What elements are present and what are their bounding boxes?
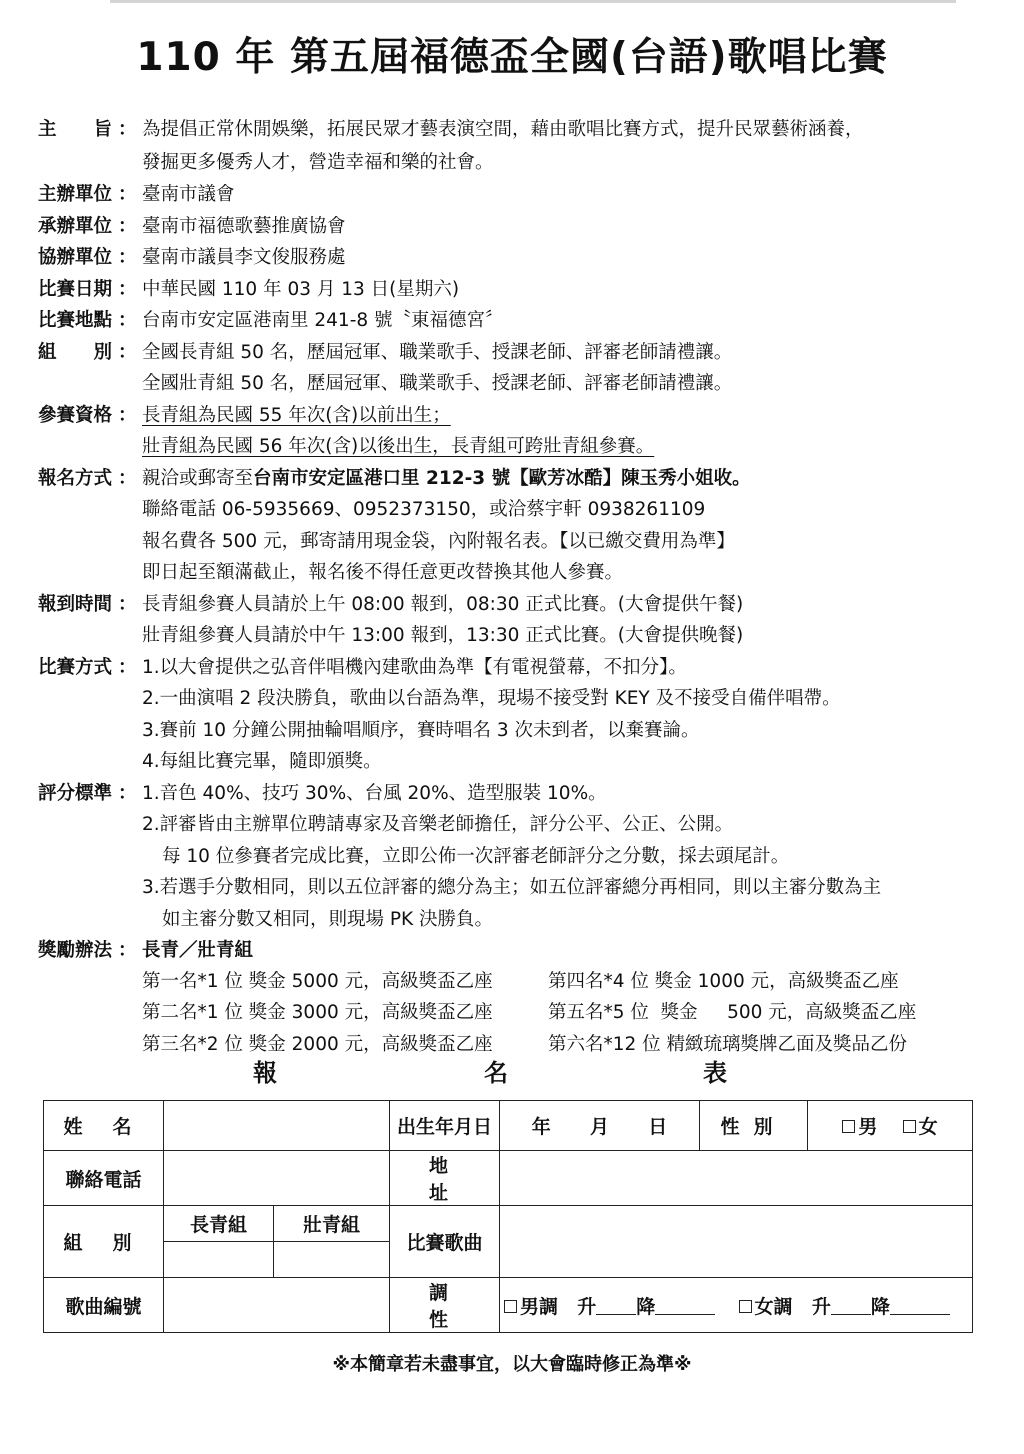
song-no-label: 歌曲編號 [44, 1278, 164, 1333]
registration-form [43, 1100, 973, 1333]
month-label: 月 [589, 1116, 609, 1138]
prize-4: 第四名*4 位 獎金 1000 元，高級獎盃乙座 [548, 971, 899, 992]
registration-text [142, 463, 751, 494]
male-key-checkbox[interactable] [504, 1300, 517, 1313]
female-key-label: 女調 [754, 1295, 793, 1318]
co-organizer-row [0, 242, 1024, 273]
groups-text: 全國壯青組 50 名，歷屆冠軍、職業歌手、授課老師、評審老師請禮讓。 [142, 373, 733, 394]
eligibility-text: 壯青組為民國 56 年次(含)以後出生，長青組可跨壯青組參賽。 [142, 436, 655, 457]
date-row [0, 274, 1024, 305]
scoring-text: 如主審分數又相同，則現場 PK 決勝負。 [162, 909, 494, 930]
registration-label: 報名方式 [38, 468, 113, 489]
date-text: 中華民國 110 年 03 月 13 日(星期六) [142, 279, 460, 300]
song-label: 比賽歌曲 [390, 1206, 500, 1278]
registration-row [0, 463, 1024, 494]
method-text: 1.以大會提供之弘音伴唱機內建歌曲為準【有電視螢幕，不扣分】。 [142, 657, 687, 678]
female-label: 女 [918, 1116, 938, 1138]
group-label: 組別 [44, 1206, 164, 1278]
method-text: 3.賽前 10 分鐘公開抽輪唱順序，賽時唱名 3 次未到者，以棄賽論。 [142, 720, 700, 741]
page-title: 110 年 第五屆福德盃全國(台語)歌唱比賽 [136, 35, 888, 80]
group-youth-field[interactable] [274, 1242, 390, 1278]
awards-label: 獎勵辦法 [38, 940, 113, 961]
song-field[interactable] [500, 1206, 973, 1278]
executor-row [0, 211, 1024, 242]
colon: ： [118, 468, 137, 489]
organizer-label: 主辦單位 [38, 184, 113, 205]
group-senior-label: 長青組 [164, 1206, 274, 1242]
method-text: 2.一曲演唱 2 段決勝負，歌曲以台語為準，現場不接受對 KEY 及不接受自備伴唱帶。 [142, 688, 841, 709]
scoring-text: 1.音色 40%、技巧 30%、台風 20%、造型服裝 10%。 [142, 783, 607, 804]
awards-group: 長青／壯青組 [142, 940, 254, 961]
female-down-blank[interactable] [890, 1296, 950, 1315]
colon: ： [118, 216, 137, 237]
checkin-row [0, 589, 1024, 620]
registration-prefix: 親洽或郵寄至 [142, 468, 254, 489]
colon: ： [118, 247, 137, 268]
phone-field[interactable] [164, 1151, 390, 1206]
colon: ： [118, 342, 137, 363]
registration-deadline: 即日起至額滿截止，報名後不得任意更改替換其他人參賽。 [142, 562, 624, 583]
male-up-label: 升 [577, 1295, 597, 1318]
scoring-row [0, 778, 1024, 809]
purpose-text: 為提倡正常休閒娛樂，拓展民眾才藝表演空間，藉由歌唱比賽方式，提升民眾藝術涵養， [142, 119, 864, 140]
gender-label: 性別 [700, 1101, 808, 1151]
colon: ： [118, 405, 137, 426]
footnote: ※本簡章若未盡事宜，以大會臨時修正為準※ [332, 1354, 692, 1375]
address-label: 地址 [390, 1151, 500, 1206]
colon: ： [118, 279, 137, 300]
gender-options [808, 1101, 973, 1151]
colon: ： [118, 119, 137, 140]
scoring-text: 每 10 位參賽者完成比賽，立即公佈一次評審老師評分之分數，採去頭尾計。 [162, 846, 790, 867]
form-title-char: 名 [484, 1059, 508, 1087]
colon: ： [118, 657, 137, 678]
name-field[interactable] [164, 1101, 390, 1151]
female-up-blank[interactable] [831, 1296, 871, 1315]
year-label: 年 [531, 1116, 551, 1138]
prize-6: 第六名*12 位 精緻琉璃獎牌乙面及獎品乙份 [548, 1034, 908, 1055]
venue-row [0, 305, 1024, 336]
groups-text: 全國長青組 50 名，歷屆冠軍、職業歌手、授課老師、評審老師請禮讓。 [142, 342, 733, 363]
day-label: 日 [648, 1116, 668, 1138]
address-field[interactable] [500, 1151, 973, 1206]
colon: ： [118, 594, 137, 615]
birth-field[interactable] [500, 1101, 700, 1151]
male-up-blank[interactable] [596, 1296, 636, 1315]
organizer-text: 臺南市議會 [142, 184, 235, 205]
eligibility-row [0, 400, 1024, 431]
group-senior-field[interactable] [164, 1242, 274, 1278]
organizer-row [0, 179, 1024, 210]
prize-1: 第一名*1 位 獎金 5000 元，高級獎盃乙座 [142, 971, 493, 992]
key-field [500, 1278, 973, 1333]
colon: ： [118, 310, 137, 331]
prize-5: 第五名*5 位 獎金 500 元，高級獎盃乙座 [548, 1002, 917, 1023]
prize-2: 第二名*1 位 獎金 3000 元，高級獎盃乙座 [142, 1002, 493, 1023]
registration-phone: 聯絡電話 06-5935669、0952373150，或洽蔡宇軒 0938261109 [142, 499, 706, 520]
phone-label: 聯絡電話 [44, 1151, 164, 1206]
female-checkbox[interactable] [903, 1120, 916, 1133]
song-no-field[interactable] [164, 1278, 390, 1333]
top-divider [110, 0, 956, 3]
executor-text: 臺南市福德歌藝推廣協會 [142, 216, 346, 237]
female-up-label: 升 [811, 1295, 831, 1318]
eligibility-text: 長青組為民國 55 年次(含)以前出生； [142, 405, 451, 426]
female-down-label: 降 [870, 1295, 890, 1318]
group-youth-label: 壯青組 [274, 1206, 390, 1242]
purpose-row [0, 114, 1024, 145]
colon: ： [118, 783, 137, 804]
scoring-text: 2.評審皆由主辦單位聘請專家及音樂老師擔任，評分公平、公正、公開。 [142, 814, 734, 835]
key-label: 調性 [390, 1278, 500, 1333]
method-label: 比賽方式 [38, 657, 113, 678]
male-checkbox[interactable] [842, 1120, 855, 1133]
colon: ： [118, 940, 137, 961]
name-label: 姓名 [44, 1101, 164, 1151]
venue-label: 比賽地點 [38, 310, 113, 331]
registration-address: 台南市安定區港口里 212-3 號【歐芳冰酷】陳玉秀小姐收。 [253, 468, 751, 489]
form-title-char: 報 [253, 1059, 277, 1087]
prize-3: 第三名*2 位 獎金 2000 元，高級獎盃乙座 [142, 1034, 493, 1055]
method-text: 4.每組比賽完畢，隨即頒獎。 [142, 751, 382, 772]
venue-text: 台南市安定區港南里 241-8 號〝東福德宮〞 [142, 310, 504, 331]
groups-label: 組 別 [38, 342, 113, 363]
checkin-text: 長青組參賽人員請於上午 08:00 報到，08:30 正式比賽。(大會提供午餐) [142, 594, 744, 615]
checkin-text: 壯青組參賽人員請於中午 13:00 報到，13:30 正式比賽。(大會提供晚餐) [142, 625, 744, 646]
scoring-text: 3.若選手分數相同，則以五位評審的總分為主；如五位評審總分再相同，則以主審分數為主 [142, 877, 882, 898]
registration-fee: 報名費各 500 元，郵寄請用現金袋，內附報名表。【以已繳交費用為準】 [142, 531, 735, 552]
date-label: 比賽日期 [38, 279, 113, 300]
form-title-char: 表 [703, 1059, 727, 1087]
birth-label: 出生年月日 [390, 1101, 500, 1151]
male-key-label: 男調 [520, 1295, 559, 1318]
method-row [0, 652, 1024, 683]
male-label: 男 [858, 1116, 878, 1138]
co-organizer-text: 臺南市議員李文俊服務處 [142, 247, 346, 268]
female-key-checkbox[interactable] [739, 1300, 752, 1313]
eligibility-label: 參賽資格 [38, 405, 113, 426]
executor-label: 承辦單位 [38, 216, 113, 237]
awards-row [0, 935, 1024, 966]
groups-row [0, 337, 1024, 368]
male-down-label: 降 [636, 1295, 656, 1318]
co-organizer-label: 協辦單位 [38, 247, 113, 268]
checkin-label: 報到時間 [38, 594, 113, 615]
purpose-label: 主 旨 [38, 119, 113, 140]
colon: ： [118, 184, 137, 205]
scoring-label: 評分標準 [38, 783, 113, 804]
purpose-text: 發掘更多優秀人才，營造幸福和樂的社會。 [142, 152, 494, 173]
male-down-blank[interactable] [655, 1296, 715, 1315]
